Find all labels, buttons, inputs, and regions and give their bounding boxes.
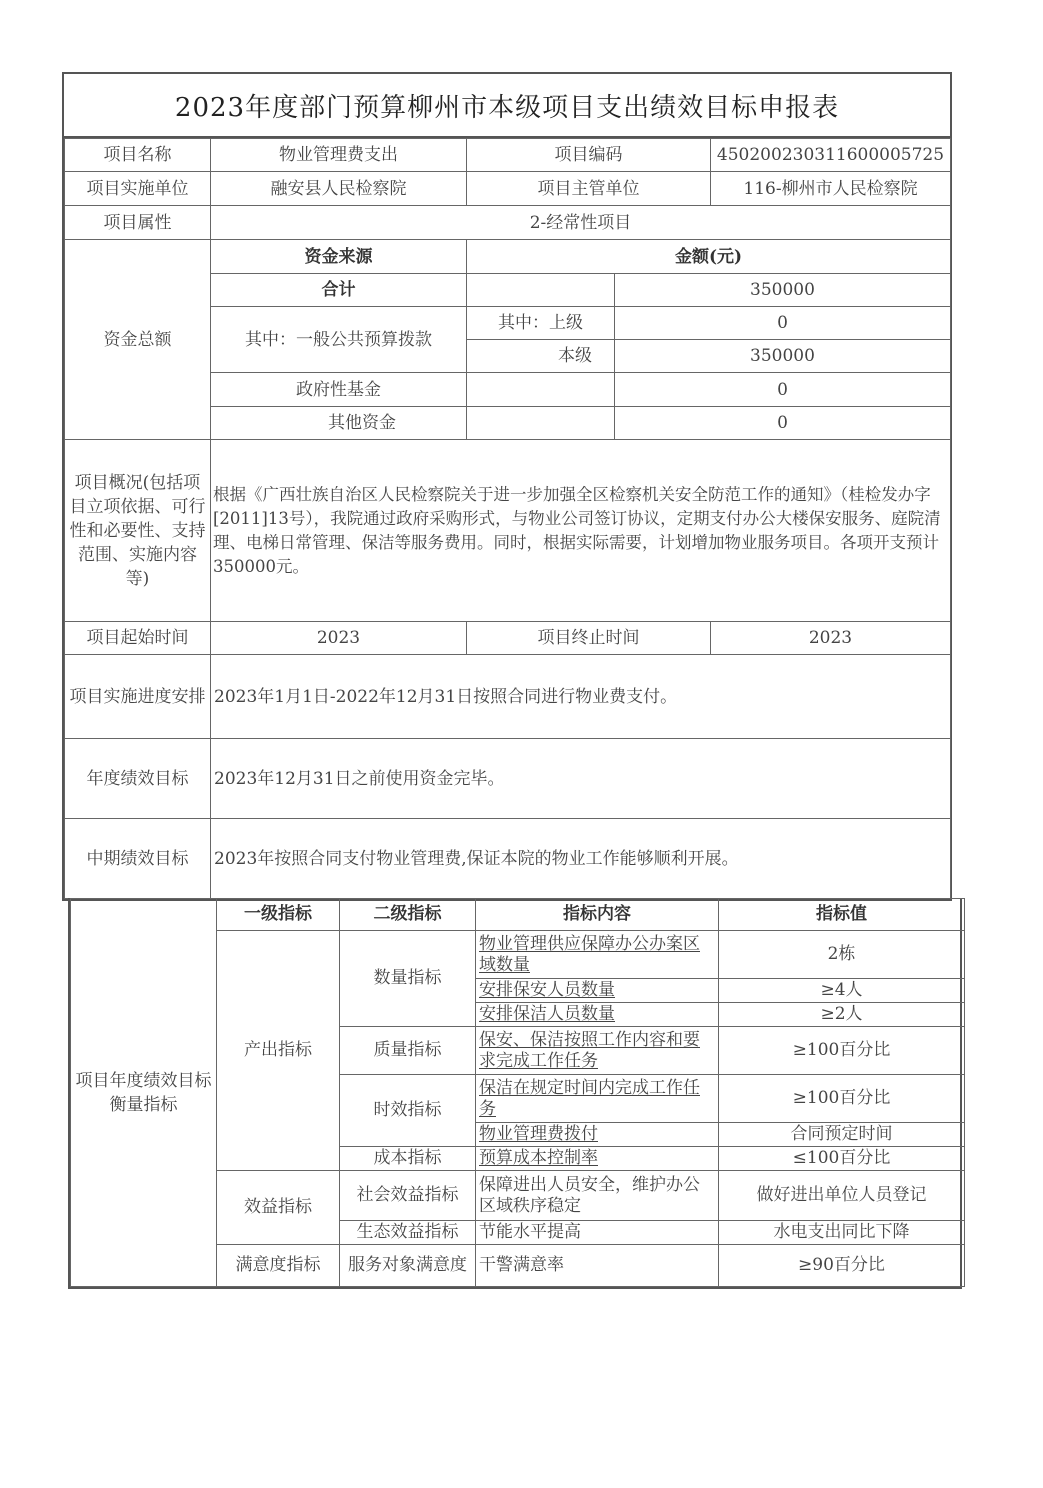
mid-goal-text: 2023年按照合同支付物业管理费,保证本院的物业工作能够顺利开展。 <box>211 819 951 899</box>
indicator-content: 保安、保洁按照工作内容和要求完成工作任务 <box>476 1027 719 1075</box>
indicator-value: 做好进出单位人员登记 <box>719 1171 965 1221</box>
schedule-text: 2023年1月1日-2022年12月31日按照合同进行物业费支付。 <box>211 655 951 739</box>
indicator-content: 预算成本控制率 <box>476 1147 719 1171</box>
header-content: 指标内容 <box>476 899 719 931</box>
level2-cost: 成本指标 <box>340 1147 476 1171</box>
end-value: 2023 <box>711 622 951 655</box>
indicator-value: ≥2人 <box>719 1003 965 1027</box>
level1-output: 产出指标 <box>217 931 340 1171</box>
local-value: 350000 <box>615 340 951 373</box>
attribute: 2-经常性项目 <box>211 206 951 240</box>
indicator-value: ≥90百分比 <box>719 1245 965 1287</box>
indicator-content: 安排保洁人员数量 <box>476 1003 719 1027</box>
level1-benefit: 效益指标 <box>217 1171 340 1245</box>
indicator-table <box>70 898 965 1287</box>
indicator-content: 物业管理供应保障办公办案区域数量 <box>476 931 719 979</box>
supervisor: 116-柳州市人民检察院 <box>711 172 951 206</box>
indicator-value: ≥4人 <box>719 979 965 1003</box>
level2-service: 服务对象满意度 <box>340 1245 476 1287</box>
level2-social: 社会效益指标 <box>340 1171 476 1221</box>
level2-quality: 质量指标 <box>340 1027 476 1075</box>
other-label: 其他资金 <box>211 407 467 440</box>
level1-satisfaction: 满意度指标 <box>217 1245 340 1287</box>
indicator-value: 合同预定时间 <box>719 1123 965 1147</box>
supervisor-label: 项目主管单位 <box>467 172 711 206</box>
total-empty <box>467 274 615 307</box>
project-code-label: 项目编码 <box>467 139 711 172</box>
overview-text: 根据《广西壮族自治区人民检察院关于进一步加强全区检察机关安全防范工作的通知》（桂检发办字[2011]13号），我院通过政府采购形式，与物业公司签订协议，定期支付办公大楼保安服务、庭院清理、电梯日常管理、保洁等服务费用。同时，根据实际需要，计划增加物业服务项目。各项开支预计350000元。 <box>211 440 951 622</box>
indicator-frame <box>68 898 962 1289</box>
gov-fund-value: 0 <box>615 373 951 407</box>
indicator-value: 水电支出同比下降 <box>719 1221 965 1245</box>
source-header: 资金来源 <box>211 240 467 274</box>
local-label: 本级 <box>467 340 615 373</box>
upper-value: 0 <box>615 307 951 340</box>
attribute-label: 项目属性 <box>65 206 211 240</box>
funds-label: 资金总额 <box>65 240 211 440</box>
overview-label: 项目概况(包括项目立项依据、可行性和必要性、支持范围、实施内容等) <box>65 440 211 622</box>
level2-quantity: 数量指标 <box>340 931 476 1027</box>
end-label: 项目终止时间 <box>467 622 711 655</box>
indicator-value: ≥100百分比 <box>719 1027 965 1075</box>
indicator-content: 安排保安人员数量 <box>476 979 719 1003</box>
schedule-label: 项目实施进度安排 <box>65 655 211 739</box>
mid-goal-label: 中期绩效目标 <box>65 819 211 899</box>
impl-unit-label: 项目实施单位 <box>65 172 211 206</box>
form-frame <box>62 72 952 901</box>
annual-goal-label: 年度绩效目标 <box>65 739 211 819</box>
indicator-value: ≥100百分比 <box>719 1075 965 1123</box>
indicator-content: 物业管理费拨付 <box>476 1123 719 1147</box>
total-label: 合计 <box>211 274 467 307</box>
gov-fund-empty <box>467 373 615 407</box>
indicator-content: 保洁在规定时间内完成工作任务 <box>476 1075 719 1123</box>
form-table <box>64 138 951 899</box>
header-value: 指标值 <box>719 899 965 931</box>
other-value: 0 <box>615 407 951 440</box>
start-value: 2023 <box>211 622 467 655</box>
other-empty <box>467 407 615 440</box>
project-name-label: 项目名称 <box>65 139 211 172</box>
start-label: 项目起始时间 <box>65 622 211 655</box>
level2-eco: 生态效益指标 <box>340 1221 476 1245</box>
impl-unit: 融安县人民检察院 <box>211 172 467 206</box>
header-level1: 一级指标 <box>217 899 340 931</box>
total-value: 350000 <box>615 274 951 307</box>
amount-header: 金额(元) <box>467 240 951 274</box>
indicator-content: 节能水平提高 <box>476 1221 719 1245</box>
indicator-value: ≤100百分比 <box>719 1147 965 1171</box>
upper-label: 其中：上级 <box>467 307 615 340</box>
general-label: 其中：一般公共预算拨款 <box>211 307 467 373</box>
indicator-value: 2栋 <box>719 931 965 979</box>
annual-goal-text: 2023年12月31日之前使用资金完毕。 <box>211 739 951 819</box>
indicators-label: 项目年度绩效目标衡量指标 <box>71 899 217 1287</box>
form-title: 2023年度部门预算柳州市本级项目支出绩效目标申报表 <box>64 74 950 138</box>
project-code: 450200230311600005725 <box>711 139 951 172</box>
project-name: 物业管理费支出 <box>211 139 467 172</box>
indicator-content: 保障进出人员安全，维护办公区域秩序稳定 <box>476 1171 719 1221</box>
gov-fund-label: 政府性基金 <box>211 373 467 407</box>
header-level2: 二级指标 <box>340 899 476 931</box>
indicator-content: 干警满意率 <box>476 1245 719 1287</box>
level2-timeliness: 时效指标 <box>340 1075 476 1147</box>
